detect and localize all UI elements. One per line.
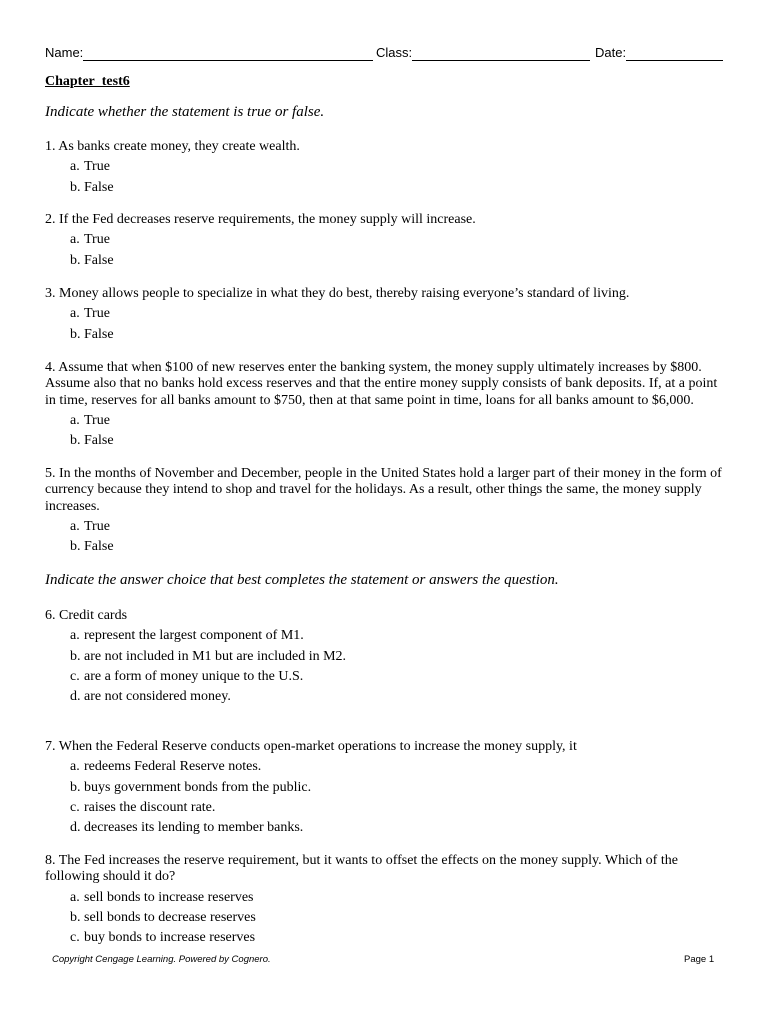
option-text: False [84, 539, 114, 555]
answer-option[interactable] [45, 253, 723, 269]
question-text: 5. In the months of November and December, people in the United States hold a larger part of their money in the form of currency because they intend to shop and travel for the holidays. As a result, other things the same, the money supply increases. [45, 466, 722, 514]
option-text: sell bonds to increase reserves [84, 889, 254, 905]
option-text: are a form of money unique to the U.S. [84, 668, 304, 684]
option-letter: a. [70, 889, 80, 905]
option-letter: a. [70, 518, 80, 534]
option-letter: c. [70, 668, 80, 684]
option-letter: b. [70, 433, 81, 449]
option-text: False [84, 326, 114, 342]
answer-option[interactable] [45, 890, 723, 906]
answer-option[interactable] [45, 649, 384, 665]
option-letter: a. [70, 159, 80, 175]
option-text: True [84, 232, 110, 248]
answer-option[interactable] [45, 759, 723, 775]
option-text: True [84, 306, 110, 322]
answer-option[interactable] [45, 519, 723, 535]
date-label: Date: [595, 45, 627, 60]
question-text: 2. If the Fed decreases reserve requirements, the money supply will increase. [45, 212, 476, 227]
option-text: False [84, 179, 114, 195]
option-letter: a. [70, 412, 80, 428]
class-label: Class: [376, 45, 413, 60]
answer-option[interactable] [45, 669, 723, 685]
answer-option[interactable] [45, 628, 723, 644]
option-letter: d. [70, 689, 81, 705]
answer-option[interactable] [45, 433, 723, 449]
question-7 [45, 739, 723, 836]
question-text: 8. The Fed increases the reserve requirement, but it wants to offset the effects on the money supply. Which of the following should it do? [45, 853, 678, 885]
question-text: 1. As banks create money, they create wealth. [45, 139, 300, 154]
question-text: 4. Assume that when $100 of new reserves enter the banking system, the money supply ultimately increases by $800. Assume also that no banks hold excess reserves and that the entire money supply consists of bank deposits. If, at a point in time, reserves for all banks amount to $750, then at that same point in time, loans for all banks amount to $6,000. [45, 360, 718, 408]
answer-option[interactable] [45, 930, 723, 946]
option-letter: a. [70, 232, 80, 248]
option-letter: b. [70, 539, 81, 555]
option-text: are not considered money. [84, 689, 231, 705]
answer-option[interactable] [45, 780, 723, 796]
option-text: buy bonds to increase reserves [84, 930, 256, 946]
question-5 [45, 466, 723, 555]
answer-option[interactable] [45, 232, 723, 248]
question-8 [45, 853, 723, 946]
answer-option[interactable] [45, 159, 723, 175]
page-number: Page 1 [684, 954, 715, 965]
option-text: True [84, 412, 110, 428]
question-text: 7. When the Federal Reserve conducts open-market operations to increase the money supply, it [45, 739, 577, 754]
option-letter: b. [70, 179, 81, 195]
question-4 [45, 360, 723, 449]
option-letter: a. [70, 759, 80, 775]
option-text: represent the largest component of M1. [84, 628, 304, 644]
option-text: buys government bonds from the public. [84, 779, 312, 795]
option-letter: b. [70, 326, 81, 342]
option-text: False [84, 252, 114, 268]
page-title: Chapter_test6 [45, 74, 130, 89]
option-letter: a. [70, 628, 80, 644]
class-field[interactable] [412, 60, 590, 61]
option-letter: c. [70, 799, 80, 815]
question-2 [45, 212, 723, 269]
question-6 [45, 608, 723, 705]
answer-option[interactable] [45, 539, 723, 555]
name-label: Name: [45, 45, 84, 60]
answer-option[interactable] [45, 327, 723, 343]
question-1 [45, 139, 723, 196]
question-3 [45, 286, 723, 343]
answer-option[interactable] [45, 689, 723, 705]
answer-option[interactable] [45, 180, 723, 196]
option-text: are not included in M1 but are included in M2. [84, 648, 347, 664]
option-text: sell bonds to decrease reserves [84, 909, 256, 925]
multiple-choice-instructions: Indicate the answer choice that best completes the statement or answers the question. [45, 572, 559, 588]
option-letter: b. [70, 779, 81, 795]
answer-option[interactable] [45, 820, 723, 836]
option-letter: d. [70, 820, 81, 836]
question-text: 6. Credit cards [45, 608, 128, 623]
option-letter: a. [70, 306, 80, 322]
option-text: False [84, 433, 114, 449]
answer-option[interactable] [45, 800, 723, 816]
date-field[interactable] [626, 60, 723, 61]
option-text: True [84, 159, 110, 175]
option-letter: b. [70, 252, 81, 268]
true-false-instructions: Indicate whether the statement is true or false. [45, 104, 325, 120]
answer-option[interactable] [45, 306, 723, 322]
option-text: redeems Federal Reserve notes. [84, 759, 262, 775]
copyright-footer: Copyright Cengage Learning. Powered by Cognero. [52, 954, 271, 965]
answer-option[interactable] [45, 910, 723, 926]
option-letter: c. [70, 930, 80, 946]
name-field[interactable] [83, 60, 373, 61]
option-text: raises the discount rate. [84, 799, 216, 815]
question-text: 3. Money allows people to specialize in what they do best, thereby raising everyone’s standard of living. [45, 286, 630, 301]
option-text: True [84, 518, 110, 534]
option-text: decreases its lending to member banks. [84, 820, 304, 836]
student-info-header [45, 45, 723, 63]
answer-option[interactable] [45, 413, 723, 429]
option-letter: b. [70, 648, 81, 664]
option-letter: b. [70, 909, 81, 925]
